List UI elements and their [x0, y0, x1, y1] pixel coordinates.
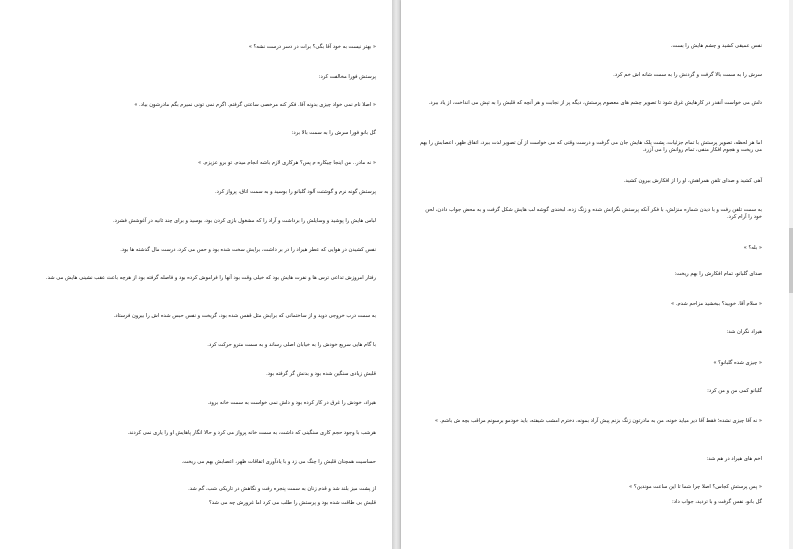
paragraph: « چیزی شده گلبانو؟ » — [713, 360, 762, 366]
paragraph: به سمت درب خروجی دوید و از ساختمانی که برایش مثل قفس شده بود، گریخت و نفس حبس شده اش را بیرون فرستاد. — [113, 313, 376, 319]
paragraph: اما هر لحظه، تصویر پرستش با تمام جزئیات، پشت پلک هایش جان می گرفت و درست وقتی که می خواست از آن تصویر لذت ببرد، اتفاق ظهر، اعصابش را بهم می ریخت و هجوم افکار منفی، تمام روانش را می آزرد. — [419, 140, 762, 153]
paragraph: گل بانو فورا سرش را به سمت بالا برد: — [291, 130, 376, 136]
paragraph: گل بانو، نفس گرفت و با تردید، جواب داد: — [671, 499, 762, 505]
page-gutter — [392, 0, 401, 549]
paragraph: گلبانو کمی من و من کرد: — [707, 388, 762, 394]
paragraph: با گام هایی سریع خودش را به خیابان اصلی رساند و به سمت مترو حرکت کرد. — [207, 342, 376, 348]
paragraph: آهی کشید و صدای تلفن همراهش، او را از افکارش بیرون کشید. — [623, 178, 762, 184]
paragraph: پرستش گونه نرم و گوشتت آلود گلبانو را بوسید و به سمت اتاق، پرواز کرد. — [214, 189, 376, 195]
right-page — [401, 0, 793, 549]
paragraph: از پشت میز بلند شد و قدم زنان به سمت پنجره رفت و نگاهش در تاریکی شب، گم شد. — [188, 486, 376, 492]
paragraph: رفتار امروزش تداعی ترس ها و نفرت هایش بود که خیلی وقت بود آنها را فراموش کرده بود و فاصله گرفته بود از هرچه باعث عقب نشینی هایش می شد. — [45, 275, 376, 281]
scrollbar-thumb[interactable] — [789, 228, 793, 293]
paragraph: هیراد نگران شد: — [726, 329, 762, 335]
paragraph: « سلام آقا. خوبید؟ ببخشید مزاحم شدم. » — [670, 301, 762, 307]
paragraph: به سمت تلفن رفت و با دیدن شماره منزلش، با فکر آنکه پرستش نگرانش شده و زنگ زده، لبخندی گوشه لب هایش شکل گرفت و به محض جواب دادن، لحن خود را آرام کرد. — [425, 207, 762, 220]
paragraph: حساسیت همچنان قلبش را چنگ می زد و با یادآوری اتفاقات ظهر، اعصابش بهم می ریخت. — [181, 459, 376, 465]
paragraph: هیراد، خودش را غرق در کار کرده بود و دلش نمی خواست به سمت خانه برود. — [207, 400, 376, 406]
paragraph: نفس کشیدن در هوایی که عطر هیراد را در بر داشت، برایش سخت شده بود و حس می کرد، درست مال گذشته ها بود. — [120, 247, 376, 253]
paragraph: « نه آقا چیزی نشده؛ فقط آقا دیر میاید خونه، من به مادرتون زنگ بزنم پیش آراد بمونه، دخترم امشب شیفته، باید خودمو برسونم مراقب بچه ش باشم. » — [434, 418, 762, 424]
paragraph: سرش را به سمت بالا گرفت و گردنش را به سمت شانه اش خم کرد. — [613, 72, 762, 78]
paragraph: لباس هایش را پوشید و وسایلش را برداشت و آراد را که مشغول بازی کردن بود، بوسید و برای چند ثانیه در آغوشش فشرد. — [112, 218, 376, 224]
paragraph: اخم های هیراد در هم شد: — [706, 456, 762, 462]
paragraph: هرشب با وجود حجم کاری سنگینی که داشت، به سمت خانه پرواز می کرد و حالا انگار پاهایش او را یاری نمی کردند. — [127, 430, 376, 436]
paragraph: « نه مادر.. من اینجا چیکاره م پس؟ هرکاری لازم باشه انجام میدم. تو برو عزیزم. » — [197, 160, 376, 166]
left-page — [0, 0, 392, 549]
paragraph: قلبش بی طاقت شده بود و پرستش را طلب می کرد اما غرورش چه می شد؟ — [209, 500, 376, 506]
paragraph: « بله؟ » — [743, 245, 762, 251]
paragraph: « بهتر نیست به خود آقا بگی؟ برات در دسر درست نشه؟ » — [248, 44, 376, 50]
vertical-scrollbar[interactable] — [789, 0, 793, 549]
paragraph: پرستش فورا مخالفت کرد: — [318, 74, 376, 80]
paragraph: قلبش زیادی سنگین شده بود و بدنش گر گرفته بود. — [266, 371, 376, 377]
paragraph: صدای گلبانو، تمام افکارش را بهم ریخت: — [674, 271, 762, 277]
paragraph: « اصلا نام نمی خواد چیزی بدونه آقا. فکر کنه مرخصی ساعتی گرفتم. اگرم نمی تونی نمیرم بگم مادرشون بیاد. » — [134, 102, 376, 108]
paragraph: « پس پرستش کجاس؟ اصلا چرا شما تا این ساعت موندین؟ » — [629, 484, 762, 490]
paragraph: نفس عمیقی کشید و چشم هایش را بست. — [670, 43, 762, 49]
paragraph: دلش می خواست آنقدر در کارهایش غرق شود تا تصویر چشم های معصوم پرستش، دیگه پر از نجابت و هر آنچه که قلبش را به تپش می انداخت، از یاد ببرد. — [428, 100, 762, 106]
